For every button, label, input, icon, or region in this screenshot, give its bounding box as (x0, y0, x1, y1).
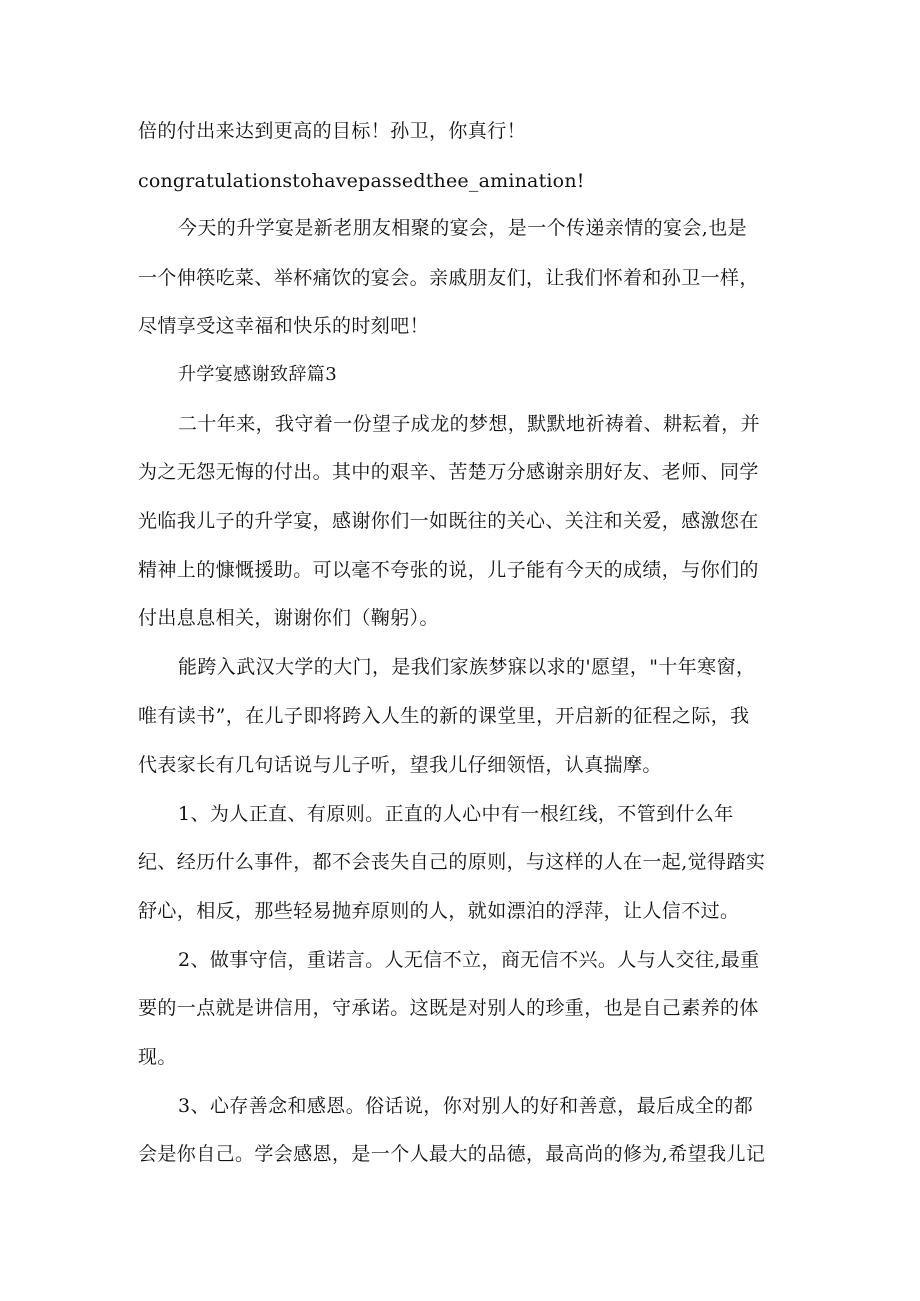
text-line: congratulationstohavepassedthee_amination! (138, 170, 585, 192)
paragraph-start: 今天的升学宴是新老朋友相聚的宴会，是一个传递亲情的宴会,也是 (178, 217, 748, 239)
text-line: 舒心，相反，那些轻易抛弃原则的人，就如漂泊的浮萍，让人信不过。 (138, 900, 740, 922)
text-line: 要的一点就是讲信用，守承诺。这既是对别人的珍重，也是自己素养的体 (138, 997, 759, 1019)
text-line: 为之无怨无悔的付出。其中的艰辛、苦楚万分感谢亲朋好友、老师、同学 (138, 461, 759, 483)
text-line: 会是你自己。学会感恩，是一个人最大的品德，最高尚的修为,希望我儿记 (138, 1143, 766, 1165)
text-line: 唯有读书”，在儿子即将跨入人生的新的课堂里，开启新的征程之际，我 (138, 705, 750, 727)
text-line: 倍的付出来达到更高的目标！孙卫，你真行！ (138, 120, 527, 142)
list-item-1: 1、为人正直、有原则。正直的人心中有一根红线，不管到什么年 (178, 803, 734, 825)
section-heading: 升学宴感谢致辞篇3 (178, 364, 338, 385)
paragraph-start: 二十年来，我守着一份望子成龙的梦想，默默地祈祷着、耕耘着，并 (178, 413, 761, 435)
text-line: 一个伸筷吃菜、举杯痛饮的宴会。亲戚朋友们，让我们怀着和孙卫一样， (138, 267, 759, 289)
list-item-3: 3、心存善念和感恩。俗话说，你对别人的好和善意，最后成全的都 (178, 1095, 754, 1117)
text-line: 付出息息相关，谢谢你们（鞠躬）。 (138, 607, 439, 629)
text-line: 光临我儿子的升学宴，感谢你们一如既往的关心、关注和关爱，感激您在 (138, 510, 759, 532)
text-line: 纪、经历什么事件，都不会丧失自己的原则，与这样的人在一起,觉得踏实 (138, 851, 766, 873)
text-line: 代表家长有几句话说与儿子听，望我儿仔细领悟，认真揣摩。 (138, 754, 662, 776)
text-line: 现。 (138, 1046, 177, 1068)
paragraph-start: 能跨入武汉大学的大门，是我们家族梦寐以求的'愿望，"十年寒窗， (178, 656, 756, 678)
text-line: 精神上的慷慨援助。可以毫不夸张的说，儿子能有今天的成绩，与你们的 (138, 559, 759, 581)
list-item-2: 2、做事守信，重诺言。人无信不立，商无信不兴。人与人交往,最重 (178, 949, 760, 971)
text-line: 尽情享受这幸福和快乐的时刻吧！ (138, 315, 430, 337)
